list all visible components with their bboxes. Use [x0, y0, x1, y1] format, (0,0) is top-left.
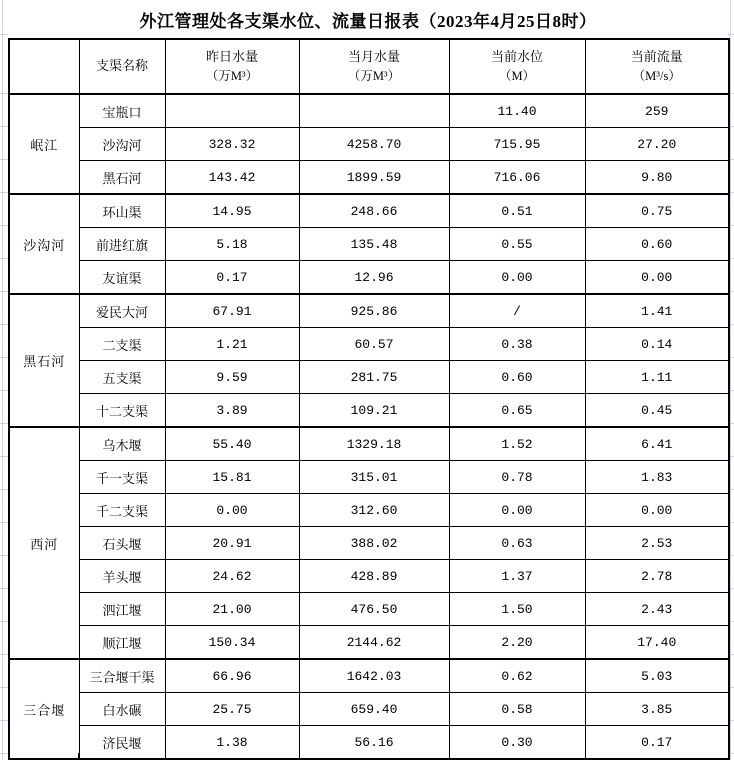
flow-cell: 0.00 — [585, 261, 729, 295]
channel-name-cell: 羊头堰 — [79, 560, 165, 593]
channel-name-cell: 爱民大河 — [79, 294, 165, 328]
yesterday-volume-cell: 55.40 — [165, 427, 299, 461]
daily-report-table — [8, 38, 730, 760]
header-corner-cell — [9, 39, 79, 94]
channel-name-cell: 十二支渠 — [79, 394, 165, 428]
table-row — [9, 261, 729, 295]
yesterday-volume-cell: 20.91 — [165, 527, 299, 560]
yesterday-volume-cell: 143.42 — [165, 161, 299, 195]
water-level-cell: 0.00 — [449, 494, 585, 527]
header-water-level-label: 当前水位 — [490, 48, 543, 64]
header-month-volume-unit: （万M³） — [347, 68, 401, 83]
water-level-cell: 2.20 — [449, 626, 585, 660]
table-row — [9, 361, 729, 394]
water-level-cell: / — [449, 294, 585, 328]
water-level-cell: 716.06 — [449, 161, 585, 195]
water-level-cell: 715.95 — [449, 128, 585, 161]
yesterday-volume-cell: 25.75 — [165, 693, 299, 726]
yesterday-volume-cell: 150.34 — [165, 626, 299, 660]
yesterday-volume-cell: 0.00 — [165, 494, 299, 527]
water-level-cell: 0.55 — [449, 228, 585, 261]
channel-name-cell: 环山渠 — [79, 194, 165, 228]
channel-name-cell: 石头堰 — [79, 527, 165, 560]
header-water-level-unit: （M） — [498, 68, 536, 83]
month-volume-cell: 659.40 — [299, 693, 449, 726]
channel-name-cell: 千二支渠 — [79, 494, 165, 527]
yesterday-volume-cell: 1.38 — [165, 726, 299, 760]
month-volume-cell: 109.21 — [299, 394, 449, 428]
yesterday-volume-cell: 15.81 — [165, 461, 299, 494]
month-volume-cell: 12.96 — [299, 261, 449, 295]
water-level-cell: 0.65 — [449, 394, 585, 428]
yesterday-volume-cell: 328.32 — [165, 128, 299, 161]
channel-name-cell: 乌木堰 — [79, 427, 165, 461]
water-level-cell: 0.51 — [449, 194, 585, 228]
month-volume-cell: 2144.62 — [299, 626, 449, 660]
flow-cell: 1.11 — [585, 361, 729, 394]
group-cell: 黑石河 — [9, 294, 79, 427]
flow-cell: 2.53 — [585, 527, 729, 560]
channel-name-cell: 济民堰 — [79, 726, 165, 760]
flow-cell: 27.20 — [585, 128, 729, 161]
month-volume-cell: 1642.03 — [299, 659, 449, 693]
month-volume-cell: 315.01 — [299, 461, 449, 494]
channel-name-cell: 宝瓶口 — [79, 94, 165, 128]
header-yesterday-volume-unit: （万M³） — [205, 68, 259, 83]
channel-name-cell: 五支渠 — [79, 361, 165, 394]
channel-name-cell: 友谊渠 — [79, 261, 165, 295]
flow-cell: 3.85 — [585, 693, 729, 726]
header-flow — [585, 39, 729, 94]
yesterday-volume-cell: 0.17 — [165, 261, 299, 295]
table-row — [9, 427, 729, 461]
table-row — [9, 94, 729, 128]
header-yesterday-volume — [165, 39, 299, 94]
month-volume-cell: 56.16 — [299, 726, 449, 760]
water-level-cell: 1.50 — [449, 593, 585, 626]
yesterday-volume-cell: 21.00 — [165, 593, 299, 626]
water-level-cell: 0.60 — [449, 361, 585, 394]
yesterday-volume-cell: 3.89 — [165, 394, 299, 428]
channel-name-cell: 前进红旗 — [79, 228, 165, 261]
water-level-cell: 1.37 — [449, 560, 585, 593]
flow-cell: 5.03 — [585, 659, 729, 693]
flow-cell: 1.83 — [585, 461, 729, 494]
month-volume-cell: 135.48 — [299, 228, 449, 261]
channel-name-cell: 二支渠 — [79, 328, 165, 361]
group-cell: 沙沟河 — [9, 194, 79, 294]
month-volume-cell: 476.50 — [299, 593, 449, 626]
flow-cell: 2.43 — [585, 593, 729, 626]
water-level-cell: 0.63 — [449, 527, 585, 560]
month-volume-cell: 1329.18 — [299, 427, 449, 461]
flow-cell: 0.17 — [585, 726, 729, 760]
group-cell: 岷江 — [9, 94, 79, 194]
month-volume-cell — [299, 94, 449, 128]
channel-name-cell: 三合堰干渠 — [79, 659, 165, 693]
month-volume-cell: 312.60 — [299, 494, 449, 527]
group-cell: 西河 — [9, 427, 79, 659]
month-volume-cell: 281.75 — [299, 361, 449, 394]
table-row — [9, 161, 729, 195]
channel-name-cell: 顺江堰 — [79, 626, 165, 660]
water-level-cell: 0.58 — [449, 693, 585, 726]
month-volume-cell: 388.02 — [299, 527, 449, 560]
month-volume-cell: 60.57 — [299, 328, 449, 361]
table-row — [9, 394, 729, 428]
flow-cell: 0.00 — [585, 494, 729, 527]
header-flow-label: 当前流量 — [630, 48, 683, 64]
yesterday-volume-cell: 24.62 — [165, 560, 299, 593]
header-flow-unit: （M³/s） — [632, 68, 681, 83]
table-row — [9, 194, 729, 228]
yesterday-volume-cell — [165, 94, 299, 128]
water-level-cell: 0.00 — [449, 261, 585, 295]
table-row — [9, 328, 729, 361]
next-row-border-stub — [78, 753, 79, 760]
yesterday-volume-cell: 66.96 — [165, 659, 299, 693]
flow-cell: 0.75 — [585, 194, 729, 228]
table-row — [9, 461, 729, 494]
month-volume-cell: 428.89 — [299, 560, 449, 593]
gridline — [730, 0, 731, 760]
channel-name-cell: 千一支渠 — [79, 461, 165, 494]
channel-name-cell: 白水碾 — [79, 693, 165, 726]
channel-name-cell: 泗江堰 — [79, 593, 165, 626]
header-month-volume — [299, 39, 449, 94]
water-level-cell: 0.38 — [449, 328, 585, 361]
channel-name-cell: 沙沟河 — [79, 128, 165, 161]
table-row — [9, 693, 729, 726]
water-level-cell: 1.52 — [449, 427, 585, 461]
flow-cell: 259 — [585, 94, 729, 128]
header-month-volume-label: 当月水量 — [347, 48, 400, 64]
table-row — [9, 560, 729, 593]
header-water-level — [449, 39, 585, 94]
table-row — [9, 228, 729, 261]
month-volume-cell: 1899.59 — [299, 161, 449, 195]
table-row — [9, 659, 729, 693]
group-cell: 三合堰 — [9, 659, 79, 759]
flow-cell: 17.40 — [585, 626, 729, 660]
yesterday-volume-cell: 5.18 — [165, 228, 299, 261]
water-level-cell: 11.40 — [449, 94, 585, 128]
flow-cell: 9.80 — [585, 161, 729, 195]
yesterday-volume-cell: 9.59 — [165, 361, 299, 394]
header-yesterday-volume-label: 昨日水量 — [205, 48, 258, 64]
table-row — [9, 527, 729, 560]
table-row — [9, 626, 729, 660]
report-title: 外江管理处各支渠水位、流量日报表（2023年4月25日8时） — [8, 0, 728, 38]
water-level-cell: 0.62 — [449, 659, 585, 693]
yesterday-volume-cell: 14.95 — [165, 194, 299, 228]
yesterday-volume-cell: 1.21 — [165, 328, 299, 361]
channel-name-cell: 黑石河 — [79, 161, 165, 195]
header-row — [9, 39, 729, 94]
water-level-cell: 0.78 — [449, 461, 585, 494]
table-row — [9, 726, 729, 760]
month-volume-cell: 4258.70 — [299, 128, 449, 161]
flow-cell: 6.41 — [585, 427, 729, 461]
table-row — [9, 294, 729, 328]
water-level-cell: 0.30 — [449, 726, 585, 760]
month-volume-cell: 248.66 — [299, 194, 449, 228]
flow-cell: 1.41 — [585, 294, 729, 328]
flow-cell: 0.60 — [585, 228, 729, 261]
flow-cell: 0.45 — [585, 394, 729, 428]
header-channel-name: 支渠名称 — [79, 39, 165, 94]
table-row — [9, 494, 729, 527]
yesterday-volume-cell: 67.91 — [165, 294, 299, 328]
gridline — [2, 0, 3, 760]
month-volume-cell: 925.86 — [299, 294, 449, 328]
table-row — [9, 128, 729, 161]
flow-cell: 0.14 — [585, 328, 729, 361]
flow-cell: 2.78 — [585, 560, 729, 593]
table-row — [9, 593, 729, 626]
